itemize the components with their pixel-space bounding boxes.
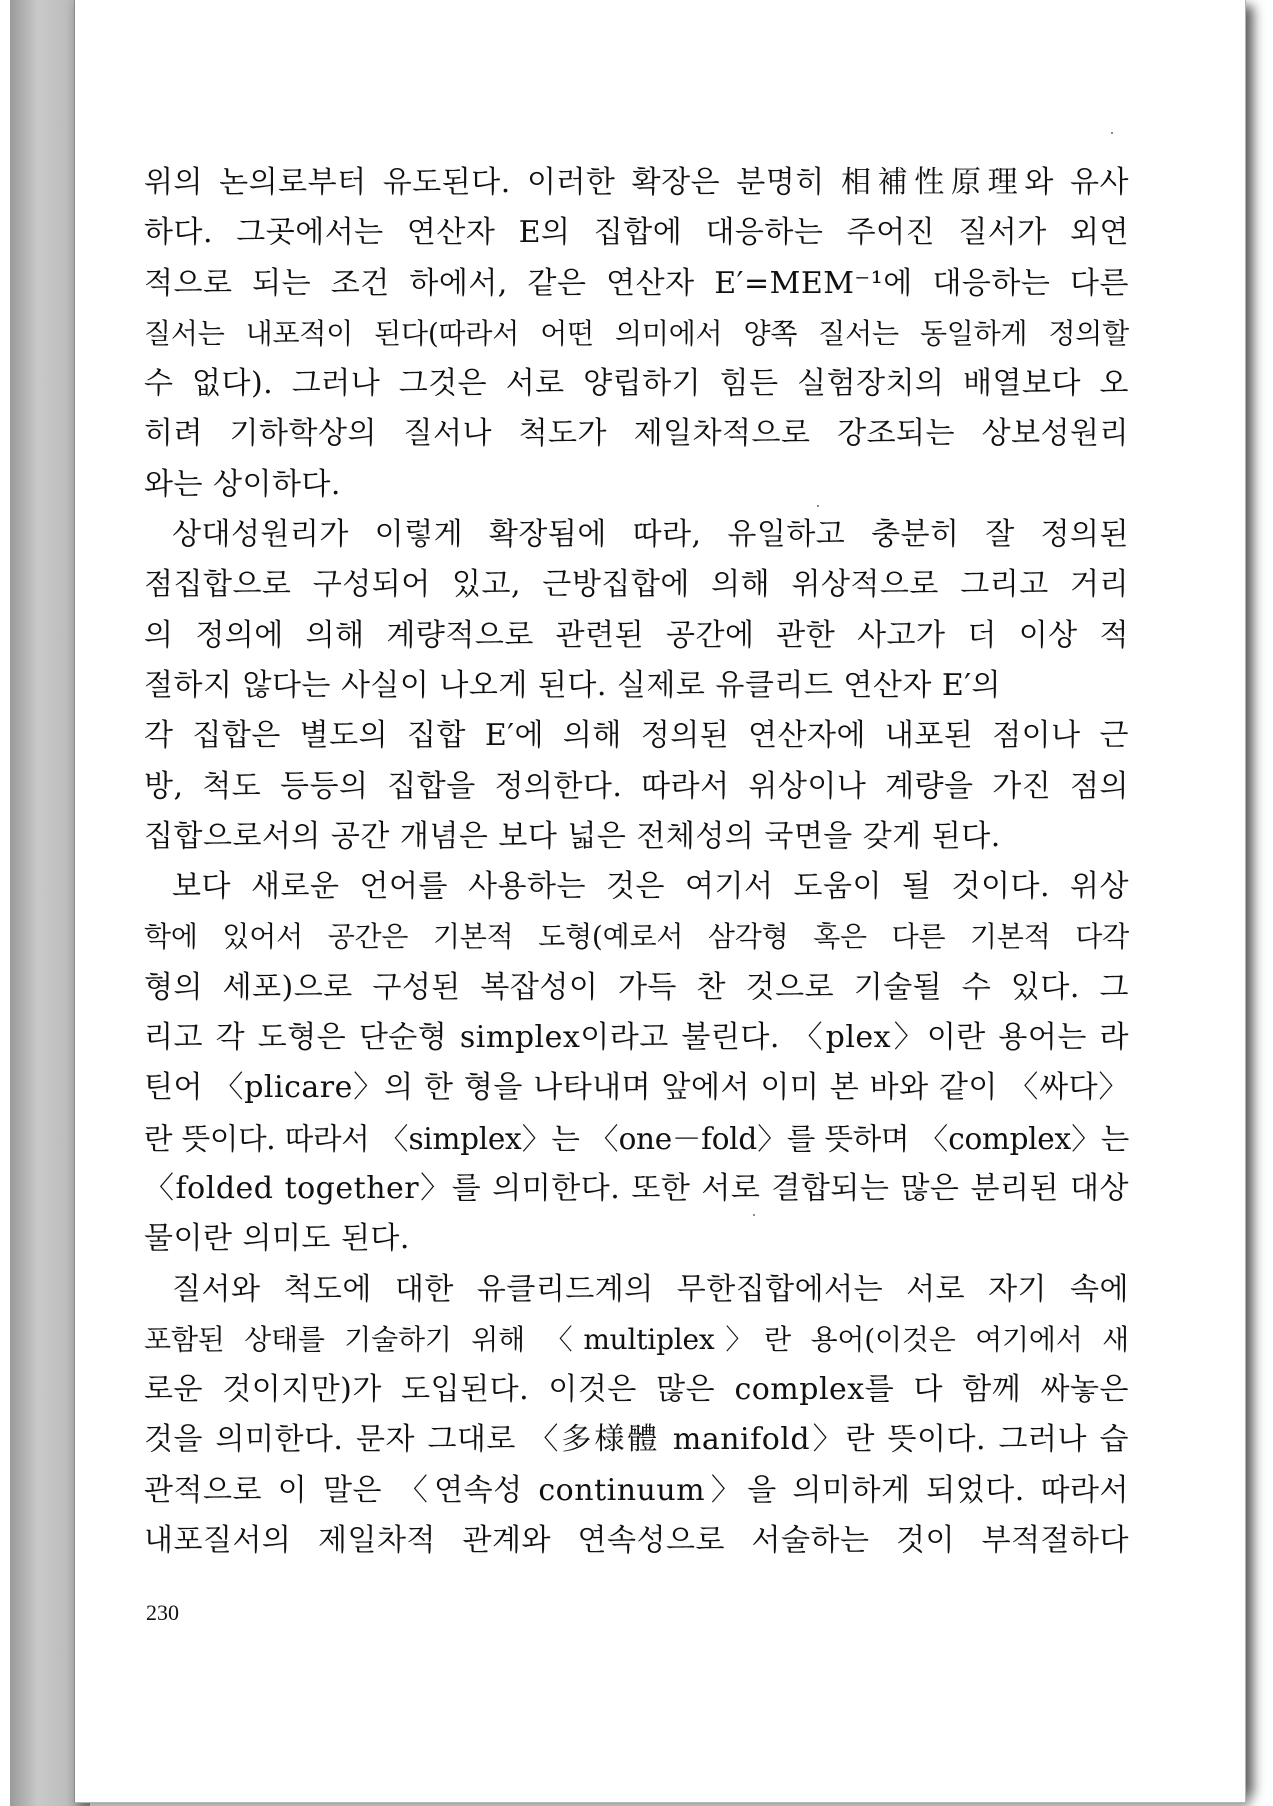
text-line: 로운 것이지만)가 도입된다. 이것은 많은 complex를 다 함께 싸놓은 — [144, 1372, 1129, 1408]
body-text — [144, 158, 1129, 1566]
text-line: 의 정의에 의해 계량적으로 관련된 공간에 관한 사고가 더 이상 적 — [144, 617, 1129, 653]
text-line: 절하지 않다는 사실이 나오게 된다. 실제로 유클리드 연산자 E′의 — [144, 667, 1002, 703]
text-line: 와는 상이하다. — [144, 466, 341, 502]
text-line: 내포질서의 제일차적 관계와 연속성으로 서술하는 것이 부적절하다 — [144, 1523, 1129, 1559]
text-line: 적으로 되는 조건 하에서, 같은 연산자 E′=MEM⁻¹에 대응하는 다른 — [144, 265, 1129, 301]
text-line: 형의 세포)으로 구성된 복잡성이 가득 찬 것으로 기술될 수 있다. 그 — [144, 969, 1129, 1005]
text-line: 수 없다). 그러나 그것은 서로 양립하기 힘든 실험장치의 배열보다 오 — [144, 366, 1129, 402]
text-line: 질서와 척도에 대한 유클리드계의 무한집합에서는 서로 자기 속에 — [172, 1271, 1129, 1307]
print-speck — [1111, 132, 1113, 134]
text-line: 상대성원리가 이렇게 확장됨에 따라, 유일하고 충분히 잘 정의된 — [172, 517, 1129, 553]
text-line: 히려 기하학상의 질서나 척도가 제일차적으로 강조되는 상보성원리 — [144, 416, 1129, 452]
page-number: 230 — [146, 1600, 179, 1625]
text-line: 물이란 의미도 된다. — [144, 1221, 410, 1257]
text-line: 것을 의미한다. 문자 그대로 〈多様體 manifold〉란 뜻이다. 그러나 습 — [144, 1422, 1129, 1458]
text-line: 하다. 그곳에서는 연산자 E의 집합에 대응하는 주어진 질서가 외연 — [144, 215, 1129, 251]
text-line: 집합으로서의 공간 개념은 보다 넓은 전체성의 국면을 갖게 된다. — [144, 818, 1001, 854]
text-line: 각 집합은 별도의 집합 E′에 의해 정의된 연산자에 내포된 점이나 근 — [144, 718, 1129, 754]
text-line: 란 뜻이다. 따라서 〈simplex〉는 〈one－fold〉를 뜻하며 〈complex〉는 — [144, 1121, 1129, 1156]
text-line: 〈folded together〉를 의미한다. 또한 서로 결합되는 많은 분리된 대상 — [144, 1170, 1129, 1206]
text-line: 보다 새로운 언어를 사용하는 것은 여기서 도움이 될 것이다. 위상 — [172, 869, 1129, 905]
text-line: 학에 있어서 공간은 기본적 도형(예로서 삼각형 혹은 다른 기본적 다각 — [144, 920, 1129, 954]
text-line: 위의 논의로부터 유도된다. 이러한 확장은 분명히 相補性原理와 유사 — [144, 165, 1129, 200]
text-line: 질서는 내포적이 된다(따라서 어떤 의미에서 양쪽 질서는 동일하게 정의할 — [144, 316, 1129, 350]
text-line: 포함된 상태를 기술하기 위해 〈multiplex〉란 용어(이것은 여기에서 새 — [144, 1322, 1129, 1356]
text-line: 틴어 〈plicare〉의 한 형을 나타내며 앞에서 이미 본 바와 같이 〈싸다〉 — [144, 1070, 1129, 1106]
text-line: 관적으로 이 말은 〈연속성 continuum〉을 의미하게 되었다. 따라서 — [144, 1472, 1129, 1508]
text-line: 점집합으로 구성되어 있고, 근방집합에 의해 위상적으로 그리고 거리 — [144, 567, 1129, 603]
text-line: 방, 척도 등등의 집합을 정의한다. 따라서 위상이나 계량을 가진 점의 — [144, 768, 1129, 804]
text-line: 리고 각 도형은 단순형 simplex이라고 불린다. 〈plex〉이란 용어는 라 — [144, 1020, 1129, 1056]
